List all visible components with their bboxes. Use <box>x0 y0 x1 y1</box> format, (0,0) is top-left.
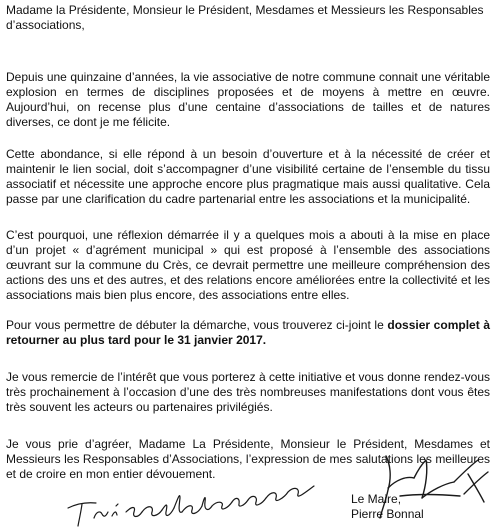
signer-name: Pierre Bonnal <box>351 507 424 521</box>
signature-block <box>351 492 424 522</box>
paragraph-deadline <box>6 318 490 348</box>
paragraph-thanks: Je vous remercie de l’intérêt que vous porterez à cette initiative et vous donne rendez-vous très prochainement à l’occasion d’une des très nombreuses manifestations dont vous êtes très souvent les acteurs ou partenaires privilégiés. <box>6 370 490 414</box>
paragraph-approach: C’est pourquoi, une réflexion démarrée il y a quelques mois a abouti à la mise en place d’un projet « d’agrément municipal » qui est proposé à l’ensemble des associations œuvrant sur la commune du Crès, ce devrait permettre une meilleure compréhension des actions des uns et des autres, et des relations encore améliorées entre la collectivité et les associations mais bien plus encore, des associations entre elles. <box>6 228 490 302</box>
handwritten-note <box>62 468 322 530</box>
deadline-emphasis: dossier complet à retourner au plus tard pour le 31 janvier 2017. <box>6 318 490 347</box>
deadline-text: Pour vous permettre de débuter la démarche, vous trouverez ci-joint le <box>6 318 388 332</box>
paragraph-closing: Je vous prie d’agréer, Madame La Présidente, Monsieur le Président, Mesdames et Messieurs les Responsables d’Associations, l’expression de mes salutations les meilleures et de croire en mon entier dévouement. <box>6 437 490 481</box>
paragraph-intro: Depuis une quinzaine d’années, la vie associative de notre commune connait une véritable explosion en termes de disciplines proposées et de moyens à mettre en œuvre. Aujourd’hui, on recense plus d’une centaine d’associations de tailles et de natures diverses, ce dont je me félicite. <box>6 70 490 129</box>
paragraph-abundance: Cette abondance, si elle répond à un besoin d’ouverture et à la nécessité de créer et maintenir le lien social, doit s’accompagner d’une visibilité certaine de l’ensemble du tissu associatif et nécessite une approche encore plus pragmatique mais aussi qualitative. Cela passe par une clarification du cadre partenarial entre les associations et la municipalité. <box>6 147 490 206</box>
letter-salutation: Madame la Présidente, Monsieur le Président, Mesdames et Messieurs les Responsables d’associations, <box>6 3 484 32</box>
signer-title: Le Maire, <box>351 492 402 506</box>
